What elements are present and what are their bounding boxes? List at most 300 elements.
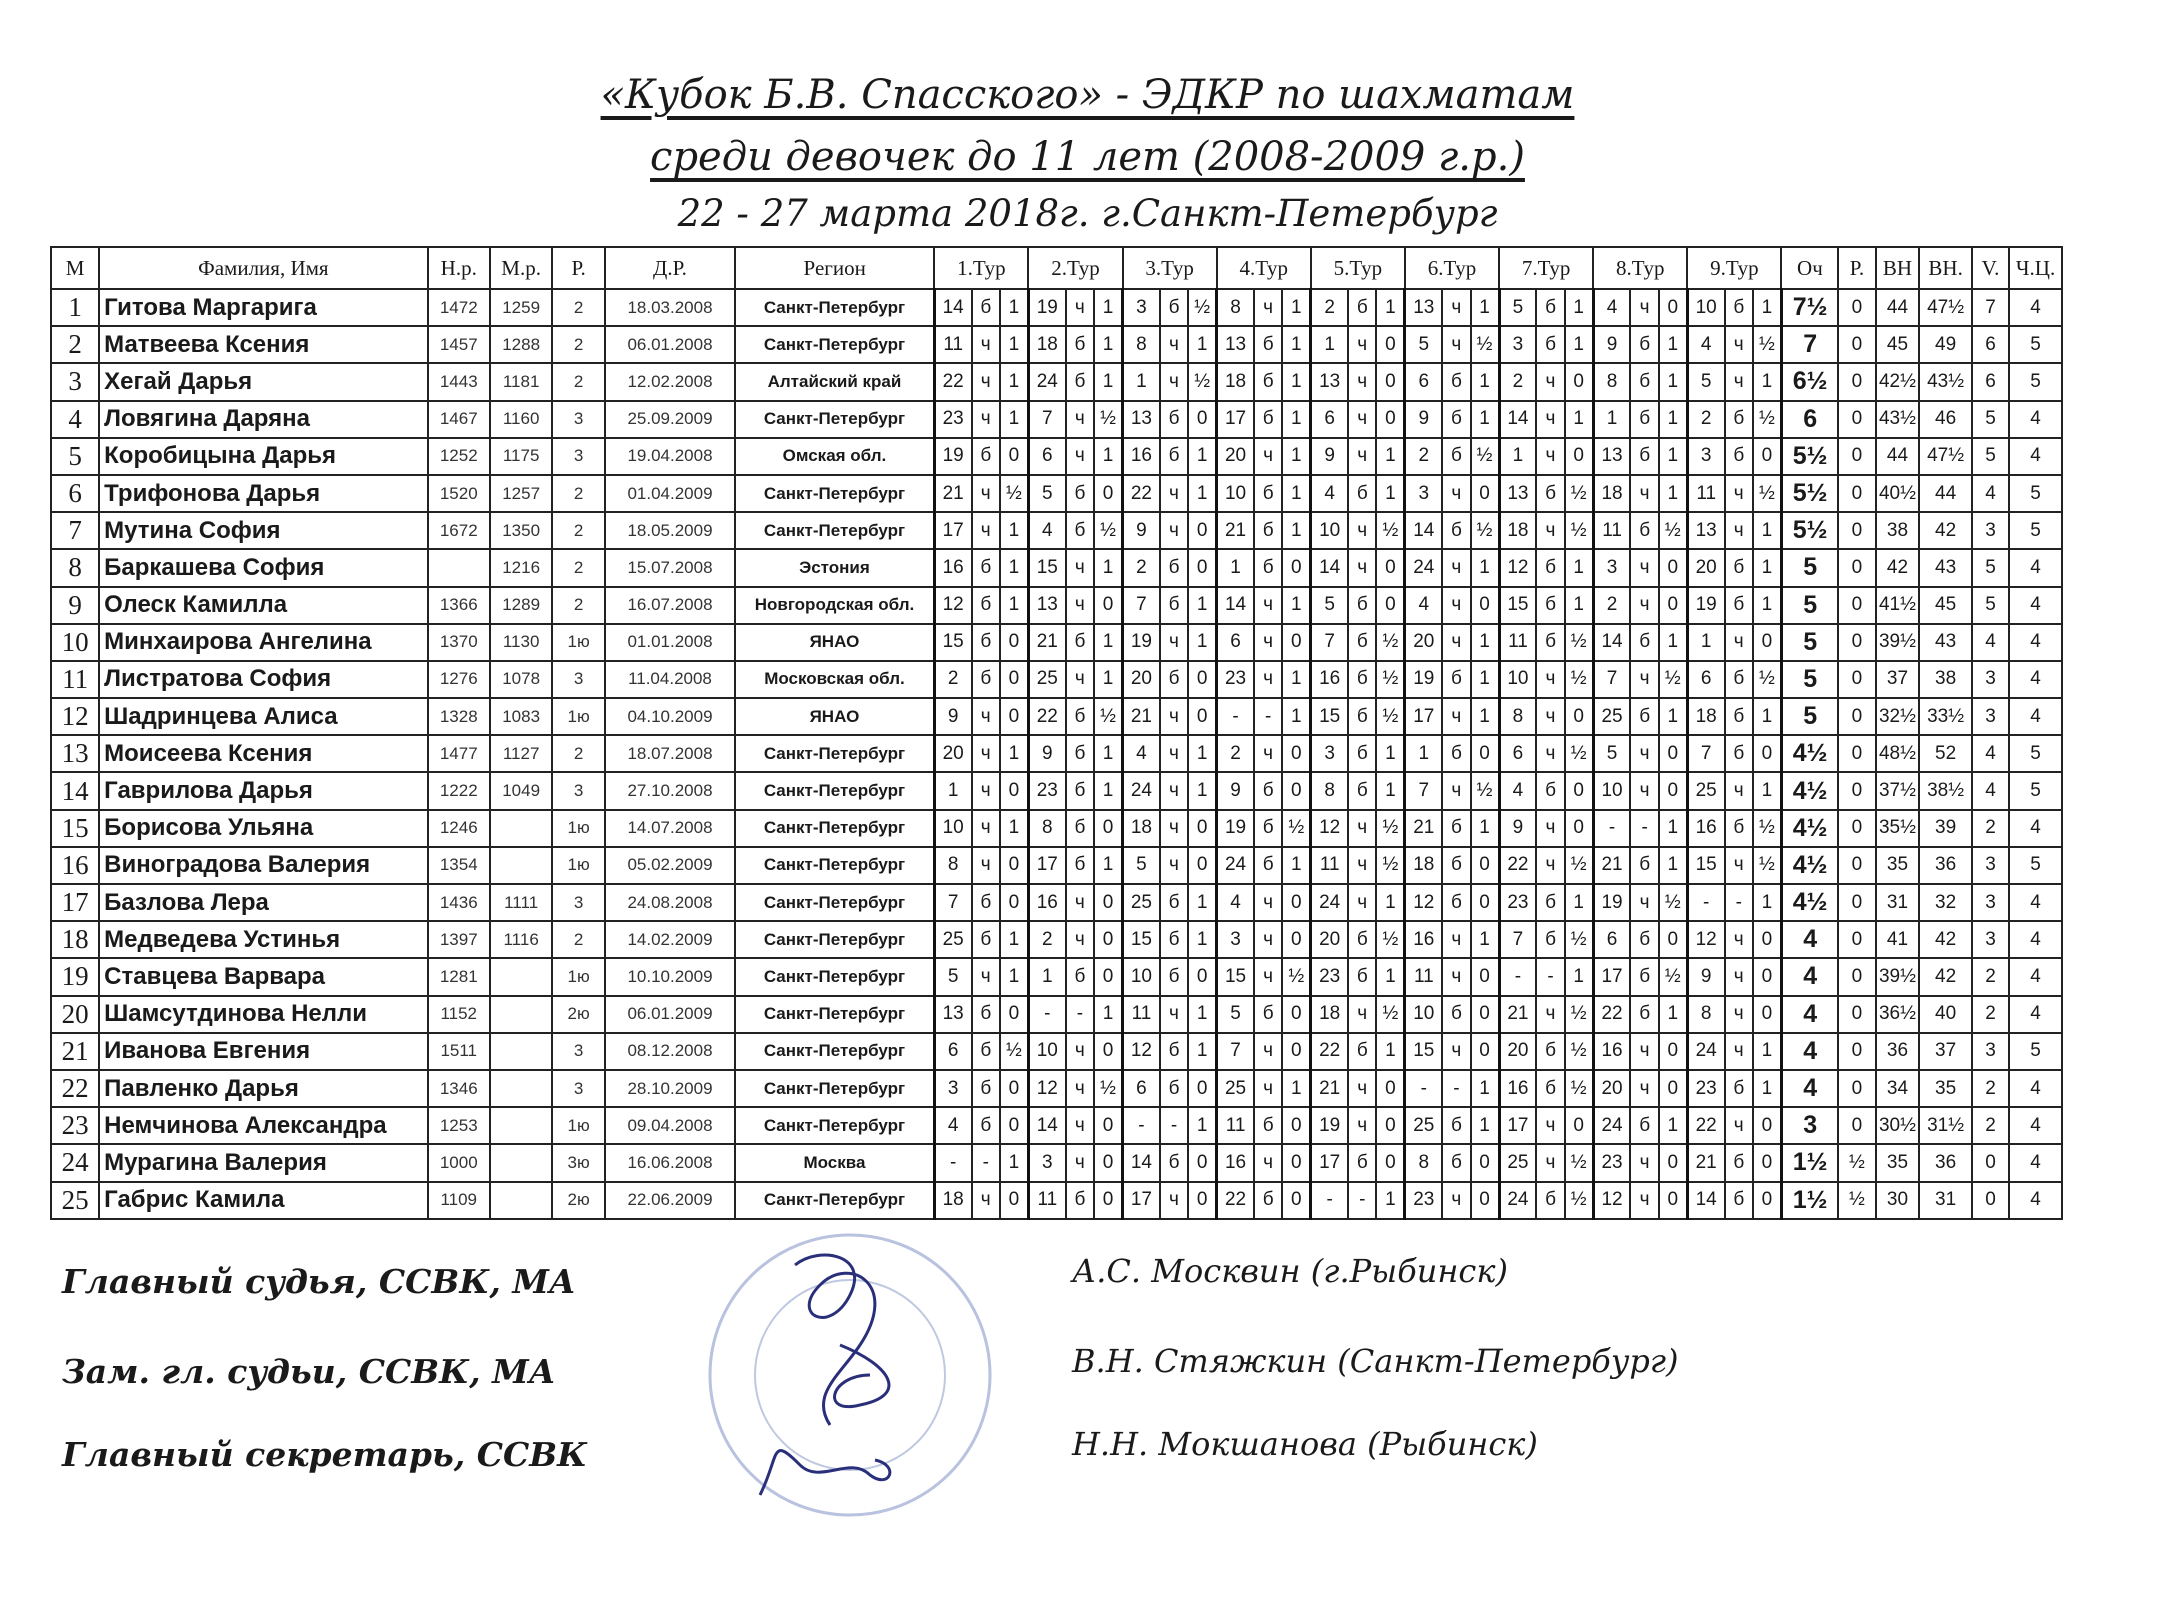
p-cell: 0 (1838, 921, 1875, 958)
round-result-cell: 4 (1217, 884, 1254, 921)
place-cell: 19 (51, 958, 99, 995)
round-result-cell: 1 (1753, 363, 1781, 400)
initial-rating-cell: 1222 (428, 772, 490, 809)
round-result-cell: 5 (934, 958, 971, 995)
round-result-cell: б (1254, 1182, 1282, 1219)
wins-cell: 4 (1972, 624, 2009, 661)
round-result-cell: 21 (934, 475, 971, 512)
round-result-cell: б (1160, 289, 1188, 326)
round-result-cell: ч (1066, 401, 1094, 438)
round-result-cell: ч (1442, 921, 1470, 958)
round-result-cell: 0 (1094, 810, 1122, 847)
buchholz-cell: 41½ (1876, 587, 1920, 624)
round-result-cell: 1 (934, 772, 971, 809)
round-result-cell: ч (972, 475, 1000, 512)
round-result-cell: 12 (1028, 1070, 1065, 1107)
round-result-cell: ч (1442, 1182, 1470, 1219)
round-result-cell: 14 (1123, 1144, 1160, 1181)
initial-rating-cell: 1152 (428, 996, 490, 1033)
round-result-cell: 1 (1753, 698, 1781, 735)
round-result-cell: 21 (1687, 1144, 1724, 1181)
round-result-cell: 1 (1000, 401, 1028, 438)
round-result-cell: 8 (1028, 810, 1065, 847)
round-result-cell: ч (972, 1182, 1000, 1219)
round-result-cell: ч (1066, 884, 1094, 921)
round-result-cell: б (1348, 289, 1376, 326)
round-result-cell: ч (1348, 326, 1376, 363)
round-result-cell: б (1348, 624, 1376, 661)
round-result-cell: ½ (1659, 512, 1687, 549)
round-result-cell: ч (1348, 363, 1376, 400)
round-result-cell: 10 (1499, 661, 1536, 698)
round-result-cell: 22 (1123, 475, 1160, 512)
round-result-cell: 0 (1282, 624, 1310, 661)
round-result-cell: ч (1536, 698, 1564, 735)
fide-rating-cell: 1216 (490, 549, 552, 586)
round-result-cell: 4 (1311, 475, 1348, 512)
round-result-cell: б (1442, 810, 1470, 847)
round-result-cell: ч (1442, 326, 1470, 363)
buchholz-cell: 30½ (1876, 1107, 1920, 1144)
fide-rating-cell: 1160 (490, 401, 552, 438)
round-result-cell: 3 (1405, 475, 1442, 512)
round-result-cell: 0 (1282, 772, 1310, 809)
round-result-cell: ч (1725, 363, 1753, 400)
category-cell: 3 (552, 1033, 605, 1070)
table-row (51, 624, 2062, 661)
round-result-cell: 1 (1282, 289, 1310, 326)
black-count-cell: 4 (2009, 289, 2062, 326)
round-result-cell: б (1066, 624, 1094, 661)
round-result-cell: 0 (1282, 921, 1310, 958)
round-result-cell: 21 (1405, 810, 1442, 847)
category-cell: 2 (552, 512, 605, 549)
round-result-cell: 16 (1499, 1070, 1536, 1107)
round-result-cell: ч (1442, 1033, 1470, 1070)
round-result-cell: 0 (1376, 401, 1404, 438)
round-result-cell: ½ (1000, 475, 1028, 512)
round-result-cell: 0 (1282, 1182, 1310, 1219)
p-cell: 0 (1838, 661, 1875, 698)
table-row (51, 996, 2062, 1033)
round-result-cell: б (1725, 735, 1753, 772)
round-result-cell: 0 (1188, 512, 1216, 549)
round-result-cell: 21 (1593, 847, 1630, 884)
player-name-cell: Минхаирова Ангелина (99, 624, 427, 661)
region-cell: Омская обл. (735, 438, 934, 475)
round-result-cell: 23 (1499, 884, 1536, 921)
birth-date-cell: 24.08.2008 (605, 884, 735, 921)
points-cell: 4 (1781, 996, 1838, 1033)
round-result-cell: 13 (934, 996, 971, 1033)
place-cell: 3 (51, 363, 99, 400)
region-cell: ЯНАО (735, 624, 934, 661)
round-result-cell: 0 (1282, 549, 1310, 586)
black-count-cell: 5 (2009, 326, 2062, 363)
round-result-cell: б (1725, 698, 1753, 735)
round-result-cell: б (1348, 921, 1376, 958)
category-cell: 2 (552, 735, 605, 772)
round-result-cell: 8 (1687, 996, 1724, 1033)
round-result-cell: б (1160, 921, 1188, 958)
round-result-cell: 23 (1311, 958, 1348, 995)
round-result-cell: б (1725, 401, 1753, 438)
col-round-5: 5.Тур (1311, 247, 1405, 289)
place-cell: 2 (51, 326, 99, 363)
round-result-cell: 1 (1094, 661, 1122, 698)
round-result-cell: 7 (1499, 921, 1536, 958)
round-result-cell: 8 (1593, 363, 1630, 400)
round-result-cell: б (1254, 847, 1282, 884)
birth-date-cell: 18.05.2009 (605, 512, 735, 549)
table-row (51, 847, 2062, 884)
round-result-cell: ч (972, 363, 1000, 400)
points-cell: 4½ (1781, 884, 1838, 921)
black-count-cell: 4 (2009, 698, 2062, 735)
col-round-1: 1.Тур (934, 247, 1028, 289)
initial-rating-cell: 1520 (428, 475, 490, 512)
round-result-cell: 1 (1000, 735, 1028, 772)
round-result-cell: 1 (1282, 438, 1310, 475)
col-m: М (51, 247, 99, 289)
table-row (51, 921, 2062, 958)
round-result-cell: 10 (1028, 1033, 1065, 1070)
col-bh2: ВН. (1919, 247, 1972, 289)
player-name-cell: Немчинова Александра (99, 1107, 427, 1144)
round-result-cell: 17 (1217, 401, 1254, 438)
round-result-cell: 0 (1000, 1070, 1028, 1107)
round-result-cell: 1 (1311, 326, 1348, 363)
points-cell: 5 (1781, 698, 1838, 735)
buchholz-cell: 44 (1876, 289, 1920, 326)
black-count-cell: 5 (2009, 772, 2062, 809)
round-result-cell: 0 (1094, 921, 1122, 958)
round-result-cell: 6 (1217, 624, 1254, 661)
round-result-cell: 16 (1687, 810, 1724, 847)
round-result-cell: ч (972, 847, 1000, 884)
round-result-cell: 6 (1687, 661, 1724, 698)
round-result-cell: 3 (1499, 326, 1536, 363)
round-result-cell: 1 (1753, 772, 1781, 809)
round-result-cell: - (1405, 1070, 1442, 1107)
place-cell: 9 (51, 587, 99, 624)
round-result-cell: 6 (934, 1033, 971, 1070)
round-result-cell: 0 (1565, 438, 1593, 475)
round-result-cell: 0 (1282, 884, 1310, 921)
round-result-cell: 1 (1000, 363, 1028, 400)
round-result-cell: ч (1348, 847, 1376, 884)
round-result-cell: ч (1254, 587, 1282, 624)
round-result-cell: 0 (1094, 1144, 1122, 1181)
col-round-7: 7.Тур (1499, 247, 1593, 289)
round-result-cell: ч (972, 326, 1000, 363)
category-cell: 1ю (552, 624, 605, 661)
round-result-cell: 0 (1659, 1182, 1687, 1219)
round-result-cell: 0 (1188, 661, 1216, 698)
round-result-cell: 0 (1471, 1033, 1499, 1070)
category-cell: 3ю (552, 1144, 605, 1181)
round-result-cell: 0 (1000, 1182, 1028, 1219)
round-result-cell: ч (1254, 921, 1282, 958)
round-result-cell: 22 (934, 363, 971, 400)
round-result-cell: 15 (1311, 698, 1348, 735)
col-v: V. (1972, 247, 2009, 289)
col-dob: Д.Р. (605, 247, 735, 289)
round-result-cell: 3 (1217, 921, 1254, 958)
round-result-cell: ч (1254, 735, 1282, 772)
round-result-cell: 21 (1123, 698, 1160, 735)
round-result-cell: 2 (1593, 587, 1630, 624)
buchholz-full-cell: 43 (1919, 624, 1972, 661)
wins-cell: 7 (1972, 289, 2009, 326)
player-name-cell: Базлова Лера (99, 884, 427, 921)
round-result-cell: 1 (1659, 810, 1687, 847)
round-result-cell: 20 (1593, 1070, 1630, 1107)
round-result-cell: б (972, 289, 1000, 326)
round-result-cell: 22 (1499, 847, 1536, 884)
round-result-cell: 24 (1687, 1033, 1724, 1070)
buchholz-cell: 32½ (1876, 698, 1920, 735)
initial-rating-cell: 1397 (428, 921, 490, 958)
region-cell: Санкт-Петербург (735, 772, 934, 809)
round-result-cell: ½ (1471, 772, 1499, 809)
fide-rating-cell (490, 847, 552, 884)
round-result-cell: ч (1630, 661, 1658, 698)
fide-rating-cell (490, 958, 552, 995)
results-table (50, 246, 2063, 1220)
round-result-cell: 1 (1753, 587, 1781, 624)
col-round-3: 3.Тур (1123, 247, 1217, 289)
initial-rating-cell: 1467 (428, 401, 490, 438)
birth-date-cell: 15.07.2008 (605, 549, 735, 586)
round-result-cell: 0 (1471, 958, 1499, 995)
round-result-cell: ч (1725, 326, 1753, 363)
buchholz-full-cell: 49 (1919, 326, 1972, 363)
signature-name-secretary: Н.Н. Мокшанова (Рыбинск) (1072, 1425, 1538, 1463)
place-cell: 5 (51, 438, 99, 475)
round-result-cell: 1 (1376, 1182, 1404, 1219)
round-result-cell: б (1254, 401, 1282, 438)
birth-date-cell: 16.06.2008 (605, 1144, 735, 1181)
place-cell: 8 (51, 549, 99, 586)
p-cell: 0 (1838, 884, 1875, 921)
initial-rating-cell: 1370 (428, 624, 490, 661)
round-result-cell: ½ (1094, 698, 1122, 735)
round-result-cell: 0 (1659, 549, 1687, 586)
category-cell: 2ю (552, 1182, 605, 1219)
round-result-cell: 25 (1405, 1107, 1442, 1144)
round-result-cell: ½ (1376, 698, 1404, 735)
round-result-cell: 1 (1000, 1144, 1028, 1181)
round-result-cell: - (1123, 1107, 1160, 1144)
wins-cell: 5 (1972, 438, 2009, 475)
round-result-cell: ч (972, 958, 1000, 995)
birth-date-cell: 16.07.2008 (605, 587, 735, 624)
birth-date-cell: 25.09.2009 (605, 401, 735, 438)
round-result-cell: б (972, 884, 1000, 921)
round-result-cell: 1 (1188, 1033, 1216, 1070)
category-cell: 1ю (552, 698, 605, 735)
birth-date-cell: 01.01.2008 (605, 624, 735, 661)
round-result-cell: 14 (1499, 401, 1536, 438)
round-result-cell: 0 (1000, 772, 1028, 809)
round-result-cell: 1 (1565, 549, 1593, 586)
round-result-cell: б (1066, 698, 1094, 735)
round-result-cell: 7 (1028, 401, 1065, 438)
p-cell: 0 (1838, 772, 1875, 809)
buchholz-cell: 42½ (1876, 363, 1920, 400)
round-result-cell: 0 (1376, 1144, 1404, 1181)
round-result-cell: ½ (1376, 847, 1404, 884)
round-result-cell: 1 (1753, 512, 1781, 549)
round-result-cell: 1 (1188, 1107, 1216, 1144)
round-result-cell: б (972, 996, 1000, 1033)
table-row (51, 401, 2062, 438)
buchholz-full-cell: 42 (1919, 512, 1972, 549)
table-row (51, 1182, 2062, 1219)
round-result-cell: ½ (1753, 661, 1781, 698)
points-cell: 7 (1781, 326, 1838, 363)
round-result-cell: ч (1725, 1107, 1753, 1144)
round-result-cell: 0 (1753, 735, 1781, 772)
round-result-cell: - (1725, 884, 1753, 921)
p-cell: 0 (1838, 810, 1875, 847)
round-result-cell: 5 (1123, 847, 1160, 884)
round-result-cell: б (1160, 1033, 1188, 1070)
round-result-cell: 19 (1123, 624, 1160, 661)
place-cell: 21 (51, 1033, 99, 1070)
table-row (51, 735, 2062, 772)
round-result-cell: 20 (934, 735, 971, 772)
round-result-cell: б (972, 587, 1000, 624)
initial-rating-cell: 1354 (428, 847, 490, 884)
region-cell: Санкт-Петербург (735, 401, 934, 438)
signature-role-secretary: Главный секретарь, ССВК (62, 1435, 588, 1474)
initial-rating-cell: 1253 (428, 1107, 490, 1144)
round-result-cell: 13 (1217, 326, 1254, 363)
round-result-cell: б (1348, 772, 1376, 809)
place-cell: 25 (51, 1182, 99, 1219)
birth-date-cell: 08.12.2008 (605, 1033, 735, 1070)
p-cell: 0 (1838, 475, 1875, 512)
round-result-cell: ч (1254, 624, 1282, 661)
round-result-cell: ч (1630, 1033, 1658, 1070)
player-name-cell: Олеск Камилла (99, 587, 427, 624)
buchholz-cell: 39½ (1876, 958, 1920, 995)
round-result-cell: ч (1254, 1144, 1282, 1181)
place-cell: 18 (51, 921, 99, 958)
round-result-cell: 1 (1282, 512, 1310, 549)
player-name-cell: Хегай Дарья (99, 363, 427, 400)
round-result-cell: б (1630, 624, 1658, 661)
round-result-cell: 25 (1123, 884, 1160, 921)
round-result-cell: 23 (934, 401, 971, 438)
round-result-cell: 1 (1565, 289, 1593, 326)
points-cell: 1½ (1781, 1182, 1838, 1219)
col-region: Регион (735, 247, 934, 289)
round-result-cell: 11 (1123, 996, 1160, 1033)
round-result-cell: 11 (1593, 512, 1630, 549)
round-result-cell: 23 (1593, 1144, 1630, 1181)
round-result-cell: б (1348, 1033, 1376, 1070)
round-result-cell: 1 (1471, 1070, 1499, 1107)
round-result-cell: ч (1160, 735, 1188, 772)
round-result-cell: 1 (1659, 996, 1687, 1033)
black-count-cell: 5 (2009, 512, 2062, 549)
round-result-cell: ч (1442, 549, 1470, 586)
black-count-cell: 4 (2009, 921, 2062, 958)
category-cell: 2 (552, 289, 605, 326)
initial-rating-cell: 1472 (428, 289, 490, 326)
round-result-cell: 0 (1659, 1070, 1687, 1107)
round-result-cell: б (1536, 475, 1564, 512)
round-result-cell: 14 (1028, 1107, 1065, 1144)
round-result-cell: 24 (1217, 847, 1254, 884)
round-result-cell: 0 (1565, 772, 1593, 809)
round-result-cell: 1 (1499, 438, 1536, 475)
round-result-cell: б (1160, 958, 1188, 995)
title-line-2: среди девочек до 11 лет (2008-2009 г.р.) (650, 134, 1525, 180)
round-result-cell: 4 (1499, 772, 1536, 809)
points-cell: 5½ (1781, 512, 1838, 549)
table-row (51, 587, 2062, 624)
round-result-cell: 9 (1123, 512, 1160, 549)
p-cell: ½ (1838, 1144, 1875, 1181)
round-result-cell: 1 (1000, 921, 1028, 958)
round-result-cell: 0 (1471, 587, 1499, 624)
table-row (51, 1070, 2062, 1107)
round-result-cell: - (1066, 996, 1094, 1033)
round-result-cell: 1 (1000, 326, 1028, 363)
birth-date-cell: 18.03.2008 (605, 289, 735, 326)
round-result-cell: 0 (1188, 810, 1216, 847)
title-dates: 22 - 27 марта 2018г. г.Санкт-Петербург (677, 192, 1498, 235)
round-result-cell: 23 (1405, 1182, 1442, 1219)
buchholz-cell: 35½ (1876, 810, 1920, 847)
round-result-cell: 15 (1499, 587, 1536, 624)
round-result-cell: б (1442, 401, 1470, 438)
round-result-cell: 1 (1282, 363, 1310, 400)
round-result-cell: 24 (1311, 884, 1348, 921)
round-result-cell: 1 (1094, 326, 1122, 363)
round-result-cell: 0 (1659, 1033, 1687, 1070)
round-result-cell: б (1725, 587, 1753, 624)
round-result-cell: 0 (1094, 475, 1122, 512)
round-result-cell: 1 (1282, 847, 1310, 884)
buchholz-full-cell: 38½ (1919, 772, 1972, 809)
round-result-cell: б (1254, 996, 1282, 1033)
col-points: Оч (1781, 247, 1838, 289)
round-result-cell: ч (1160, 624, 1188, 661)
buchholz-cell: 31 (1876, 884, 1920, 921)
col-p: Р. (1838, 247, 1875, 289)
region-cell: Санкт-Петербург (735, 1033, 934, 1070)
points-cell: 5 (1781, 549, 1838, 586)
round-result-cell: б (1630, 996, 1658, 1033)
round-result-cell: 19 (1028, 289, 1065, 326)
p-cell: 0 (1838, 1107, 1875, 1144)
round-result-cell: 0 (1659, 289, 1687, 326)
col-bh: ВН (1876, 247, 1920, 289)
black-count-cell: 4 (2009, 438, 2062, 475)
round-result-cell: 17 (1123, 1182, 1160, 1219)
round-result-cell: б (1442, 512, 1470, 549)
round-result-cell: ½ (1376, 810, 1404, 847)
round-result-cell: 2 (1123, 549, 1160, 586)
p-cell: 0 (1838, 1033, 1875, 1070)
p-cell: 0 (1838, 289, 1875, 326)
round-result-cell: ч (1160, 1182, 1188, 1219)
